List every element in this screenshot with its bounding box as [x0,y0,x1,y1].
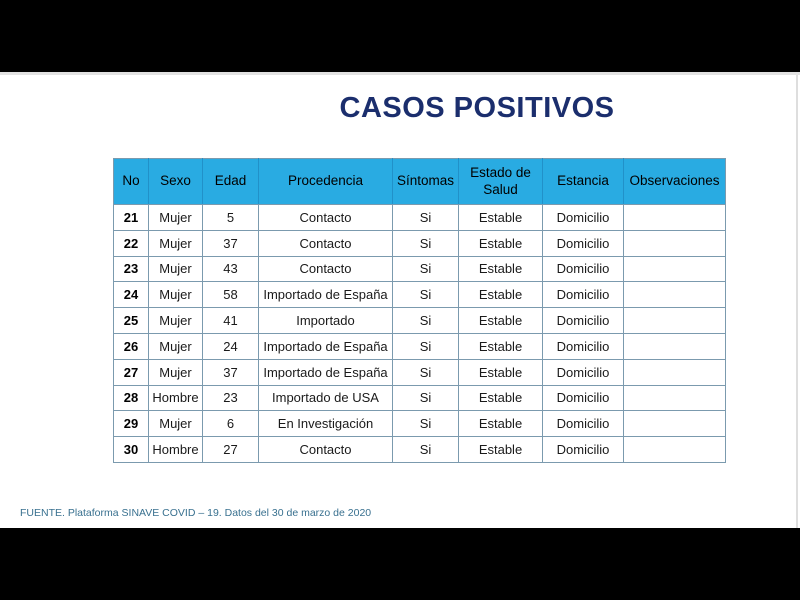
table-row [114,282,726,308]
cell-estancia: Domicilio [543,359,624,385]
cell-no: 21 [114,205,149,231]
cell-procedencia: Importado de España [259,333,393,359]
cell-procedencia: Contacto [259,256,393,282]
table-row [114,333,726,359]
cell-no: 26 [114,333,149,359]
cell-sexo: Mujer [149,308,203,334]
cell-observaciones [624,333,726,359]
cell-observaciones [624,411,726,437]
table-row [114,256,726,282]
cell-no: 28 [114,385,149,411]
cell-no: 29 [114,411,149,437]
cell-sintomas: Si [393,256,459,282]
cell-procedencia: En Investigación [259,411,393,437]
cell-estancia: Domicilio [543,282,624,308]
cell-procedencia: Contacto [259,230,393,256]
slide-title: CASOS POSITIVOS [339,92,615,124]
cell-estancia: Domicilio [543,230,624,256]
cell-no: 22 [114,230,149,256]
column-header-edad: Edad [203,159,259,205]
cell-estado: Estable [459,411,543,437]
cell-sexo: Mujer [149,205,203,231]
cell-estado: Estable [459,437,543,463]
letterbox-bottom [0,528,800,600]
cell-estado: Estable [459,359,543,385]
cell-sintomas: Si [393,385,459,411]
cell-procedencia: Contacto [259,437,393,463]
cell-observaciones [624,205,726,231]
cell-sintomas: Si [393,230,459,256]
cell-observaciones [624,282,726,308]
cell-no: 25 [114,308,149,334]
cell-no: 27 [114,359,149,385]
cell-no: 30 [114,437,149,463]
cell-estado: Estable [459,256,543,282]
cell-sexo: Mujer [149,333,203,359]
positive-cases-table [113,158,726,463]
slide-right-edge-line [796,75,798,528]
source-note: FUENTE. Plataforma SINAVE COVID – 19. Datos del 30 de marzo de 2020 [20,507,372,519]
cell-procedencia: Importado [259,308,393,334]
column-header-no: No [114,159,149,205]
cell-sintomas: Si [393,437,459,463]
cell-sexo: Mujer [149,230,203,256]
cell-procedencia: Importado de USA [259,385,393,411]
cell-observaciones [624,230,726,256]
cell-estancia: Domicilio [543,205,624,231]
cell-edad: 37 [203,230,259,256]
cell-estado: Estable [459,308,543,334]
table-row [114,308,726,334]
cell-sintomas: Si [393,333,459,359]
column-header-estado-de-salud: Estado de Salud [459,159,543,205]
cell-sintomas: Si [393,411,459,437]
cell-sintomas: Si [393,282,459,308]
cell-estancia: Domicilio [543,437,624,463]
column-header-estancia: Estancia [543,159,624,205]
slide [0,75,800,528]
cell-estado: Estable [459,385,543,411]
cell-observaciones [624,256,726,282]
cell-observaciones [624,385,726,411]
cell-no: 24 [114,282,149,308]
cell-estancia: Domicilio [543,333,624,359]
cell-procedencia: Importado de España [259,282,393,308]
table-row [114,385,726,411]
cell-estado: Estable [459,333,543,359]
column-header-observaciones: Observaciones [624,159,726,205]
cell-edad: 5 [203,205,259,231]
cell-sexo: Mujer [149,359,203,385]
cell-estancia: Domicilio [543,385,624,411]
cell-observaciones [624,437,726,463]
cell-observaciones [624,359,726,385]
letterbox-top [0,0,800,72]
cell-sintomas: Si [393,205,459,231]
cell-edad: 58 [203,282,259,308]
column-header-procedencia: Procedencia [259,159,393,205]
cell-edad: 37 [203,359,259,385]
cell-estancia: Domicilio [543,256,624,282]
cell-observaciones [624,308,726,334]
table-row [114,205,726,231]
cell-sexo: Mujer [149,256,203,282]
cell-sintomas: Si [393,359,459,385]
cell-estancia: Domicilio [543,308,624,334]
cell-sexo: Hombre [149,385,203,411]
cell-procedencia: Importado de España [259,359,393,385]
cell-sexo: Mujer [149,411,203,437]
cell-edad: 23 [203,385,259,411]
cell-sexo: Mujer [149,282,203,308]
cell-procedencia: Contacto [259,205,393,231]
cell-no: 23 [114,256,149,282]
table-row [114,437,726,463]
table-row [114,411,726,437]
cell-edad: 6 [203,411,259,437]
cell-edad: 43 [203,256,259,282]
table-header-row [114,159,726,205]
table-row [114,230,726,256]
column-header-sexo: Sexo [149,159,203,205]
cell-estado: Estable [459,205,543,231]
cell-edad: 27 [203,437,259,463]
column-header-sintomas: Síntomas [393,159,459,205]
cell-sintomas: Si [393,308,459,334]
cell-sexo: Hombre [149,437,203,463]
cell-edad: 24 [203,333,259,359]
cell-estado: Estable [459,282,543,308]
cell-estado: Estable [459,230,543,256]
cell-estancia: Domicilio [543,411,624,437]
cell-edad: 41 [203,308,259,334]
table-row [114,359,726,385]
